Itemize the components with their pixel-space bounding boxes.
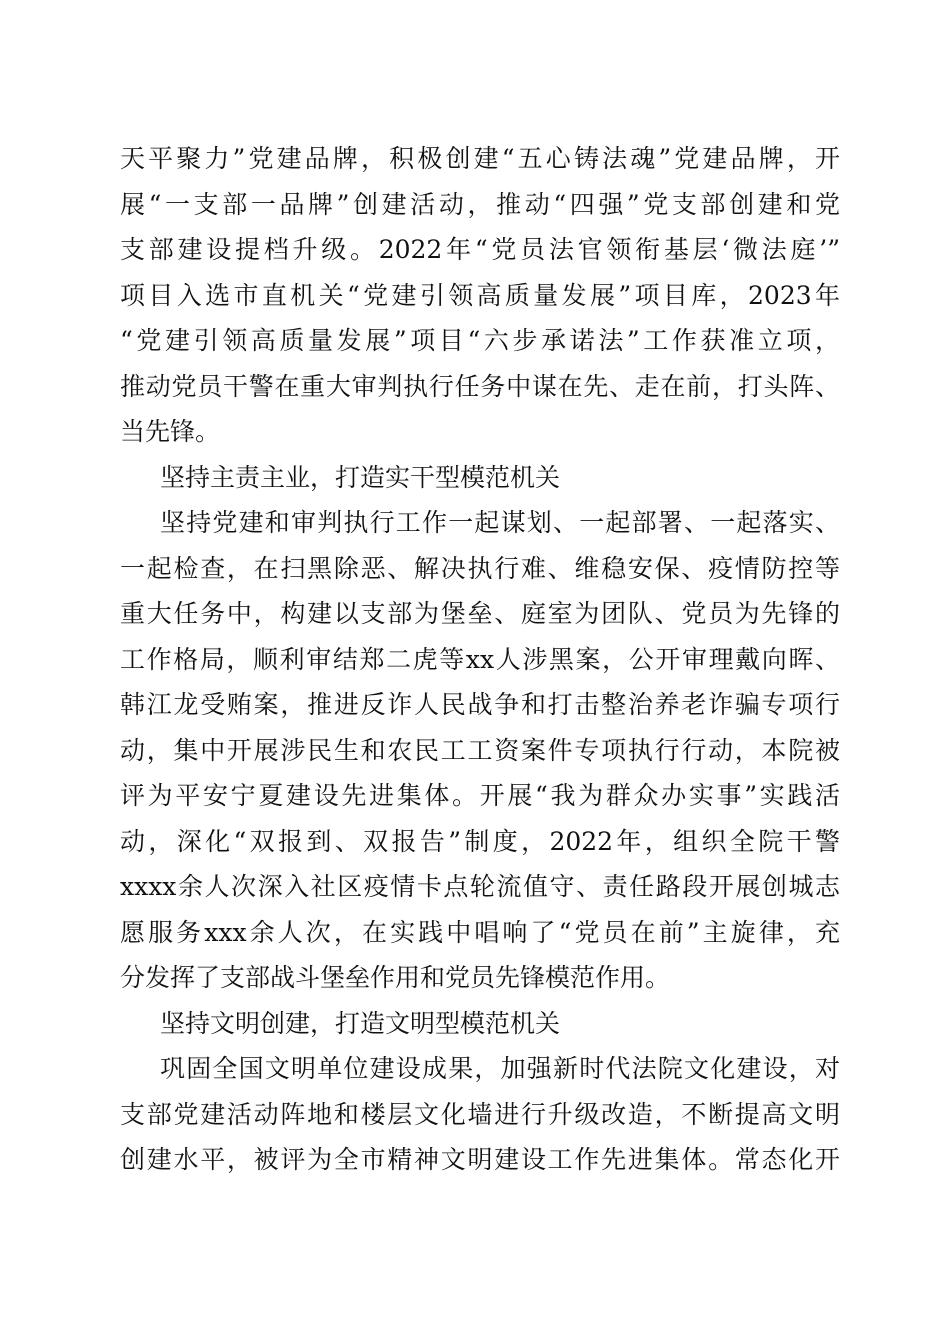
- section-heading-2: 坚持文明创建，打造文明型模范机关: [160, 1008, 561, 1038]
- text-line: 坚持党建和审判执行工作一起谋划、一起部署、一起落实、: [160, 508, 840, 537]
- text-line: 分发挥了支部战斗堡垒作用和党员先锋模范作用。: [120, 963, 671, 992]
- text-line: 支部建设提档升级。2022年“党员法官领衔基层‘微法庭’”: [120, 235, 840, 264]
- text-line: 展“一支部一品牌”创建活动，推动“四强”党支部创建和党: [120, 189, 840, 219]
- text-line: 愿服务xxx余人次，在实践中唱响了“党员在前”主旋律，充: [120, 917, 840, 947]
- text-line: 项目入选市直机关“党建引领高质量发展”项目库，2023年: [120, 280, 840, 310]
- text-line: 工作格局，顺利审结郑二虎等xx人涉黑案，公开审理戴向晖、: [120, 644, 840, 674]
- text-line: 创建水平，被评为全市精神文明建设工作先进集体。常态化开: [120, 1145, 840, 1174]
- text-line: 动，深化“双报到、双报告”制度，2022年，组织全院干警: [120, 826, 840, 856]
- text-line: 推动党员干警在重大审判执行任务中谋在先、走在前，打头阵、: [120, 371, 840, 401]
- paragraph-2: [120, 500, 840, 1001]
- text-line: 评为平安宁夏建设先进集体。开展“我为群众办实事”实践活: [120, 781, 840, 810]
- paragraph-1: [120, 136, 840, 455]
- paragraph-3: [120, 1046, 840, 1183]
- section-heading-1: 坚持主责主业，打造实干型模范机关: [160, 462, 561, 492]
- document-body: [120, 136, 840, 1183]
- text-line: 当先锋。: [120, 417, 221, 446]
- text-line: 支部党建活动阵地和楼层文化墙进行升级改造，不断提高文明: [120, 1099, 840, 1129]
- text-line: “党建引领高质量发展”项目“六步承诺法”工作获准立项，: [120, 326, 840, 355]
- text-line: 韩江龙受贿案，推进反诈人民战争和打击整治养老诈骗专项行: [120, 690, 840, 719]
- text-line: 巩固全国文明单位建设成果，加强新时代法院文化建设，对: [160, 1054, 840, 1083]
- text-line: xxxx余人次深入社区疫情卡点轮流值守、责任路段开展创城志: [120, 872, 840, 901]
- text-line: 一起检查，在扫黑除恶、解决执行难、维稳安保、疫情防控等: [120, 553, 840, 583]
- text-line: 天平聚力”党建品牌，积极创建“五心铸法魂”党建品牌，开: [120, 144, 840, 173]
- text-line: 动，集中开展涉民生和农民工工资案件专项执行行动，本院被: [120, 735, 840, 765]
- text-line: 重大任务中，构建以支部为堡垒、庭室为团队、党员为先锋的: [120, 599, 840, 628]
